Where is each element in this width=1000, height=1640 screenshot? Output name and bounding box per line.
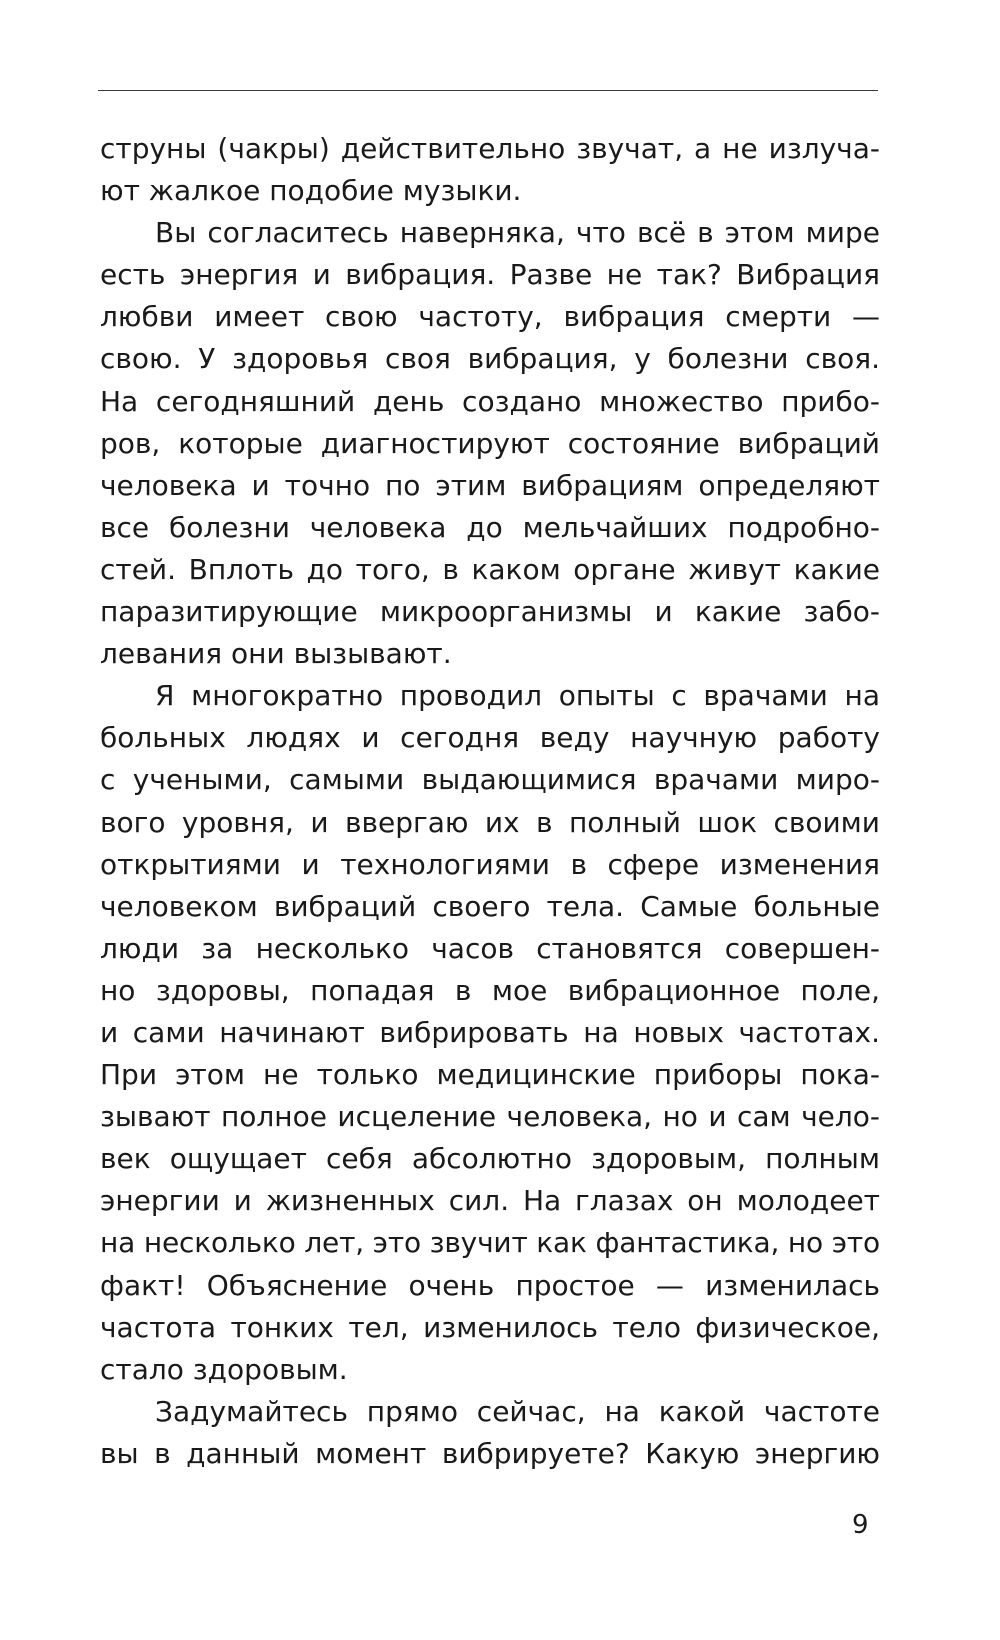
text-line: стей. Вплоть до того, в каком органе живут какие bbox=[100, 552, 880, 586]
header-rule bbox=[98, 90, 878, 91]
text-line: с учеными, самыми выдающимися врачами миро- bbox=[100, 763, 880, 797]
page-number: 9 bbox=[852, 1510, 869, 1540]
text-line: паразитирующие микроорганизмы и какие забо- bbox=[100, 595, 880, 629]
text-line: больных людях и сегодня веду научную работу bbox=[100, 721, 880, 755]
text-line: Вы согласитесь наверняка, что всё в этом мире bbox=[155, 216, 880, 250]
text-line: При этом не только медицинские приборы пока- bbox=[100, 1058, 880, 1092]
text-line: частота тонких тел, изменилось тело физическое, bbox=[100, 1310, 880, 1344]
text-line: Задумайтесь прямо сейчас, на какой частоте bbox=[155, 1394, 880, 1428]
text-line: любви имеет свою частоту, вибрация смерти — bbox=[100, 300, 880, 334]
text-line: зывают полное исцеление человека, но и сам чело- bbox=[100, 1100, 880, 1134]
text-line: левания они вызывают. bbox=[100, 637, 452, 671]
text-line: энергии и жизненных сил. На глазах он молодеет bbox=[100, 1184, 880, 1218]
text-line: струны (чакры) действительно звучат, а не излуча- bbox=[100, 132, 880, 165]
body-text bbox=[100, 128, 880, 1475]
text-line: вого уровня, и ввергаю их в полный шок своими bbox=[100, 805, 880, 839]
text-line: на несколько лет, это звучит как фантастика, но это bbox=[100, 1226, 880, 1260]
text-line: стало здоровым. bbox=[100, 1352, 348, 1386]
text-line: На сегодняшний день создано множество прибо- bbox=[100, 384, 880, 418]
text-line: люди за несколько часов становятся совершен- bbox=[100, 931, 880, 965]
text-line: человеком вибраций своего тела. Самые больные bbox=[100, 889, 880, 923]
text-line: ров, которые диагностируют состояние вибраций bbox=[100, 426, 880, 460]
text-line: есть энергия и вибрация. Разве не так? Вибрация bbox=[100, 258, 880, 292]
text-line: свою. У здоровья своя вибрация, у болезни своя. bbox=[100, 342, 880, 376]
text-line: открытиями и технологиями в сфере изменения bbox=[100, 847, 880, 881]
text-line: век ощущает себя абсолютно здоровым, полным bbox=[100, 1142, 880, 1176]
text-line: все болезни человека до мельчайших подробно- bbox=[100, 510, 880, 544]
text-line: но здоровы, попадая в мое вибрационное поле, bbox=[100, 973, 880, 1007]
text-line: человека и точно по этим вибрациям определяют bbox=[100, 468, 880, 502]
text-line: и сами начинают вибрировать на новых частотах. bbox=[100, 1015, 880, 1049]
text-line: факт! Объяснение очень простое — изменилась bbox=[100, 1268, 880, 1302]
text-line: ют жалкое подобие музыки. bbox=[100, 174, 522, 208]
text-line: Я многократно проводил опыты с врачами на bbox=[155, 679, 880, 713]
text-line: вы в данный момент вибрируете? Какую энергию bbox=[100, 1436, 880, 1470]
